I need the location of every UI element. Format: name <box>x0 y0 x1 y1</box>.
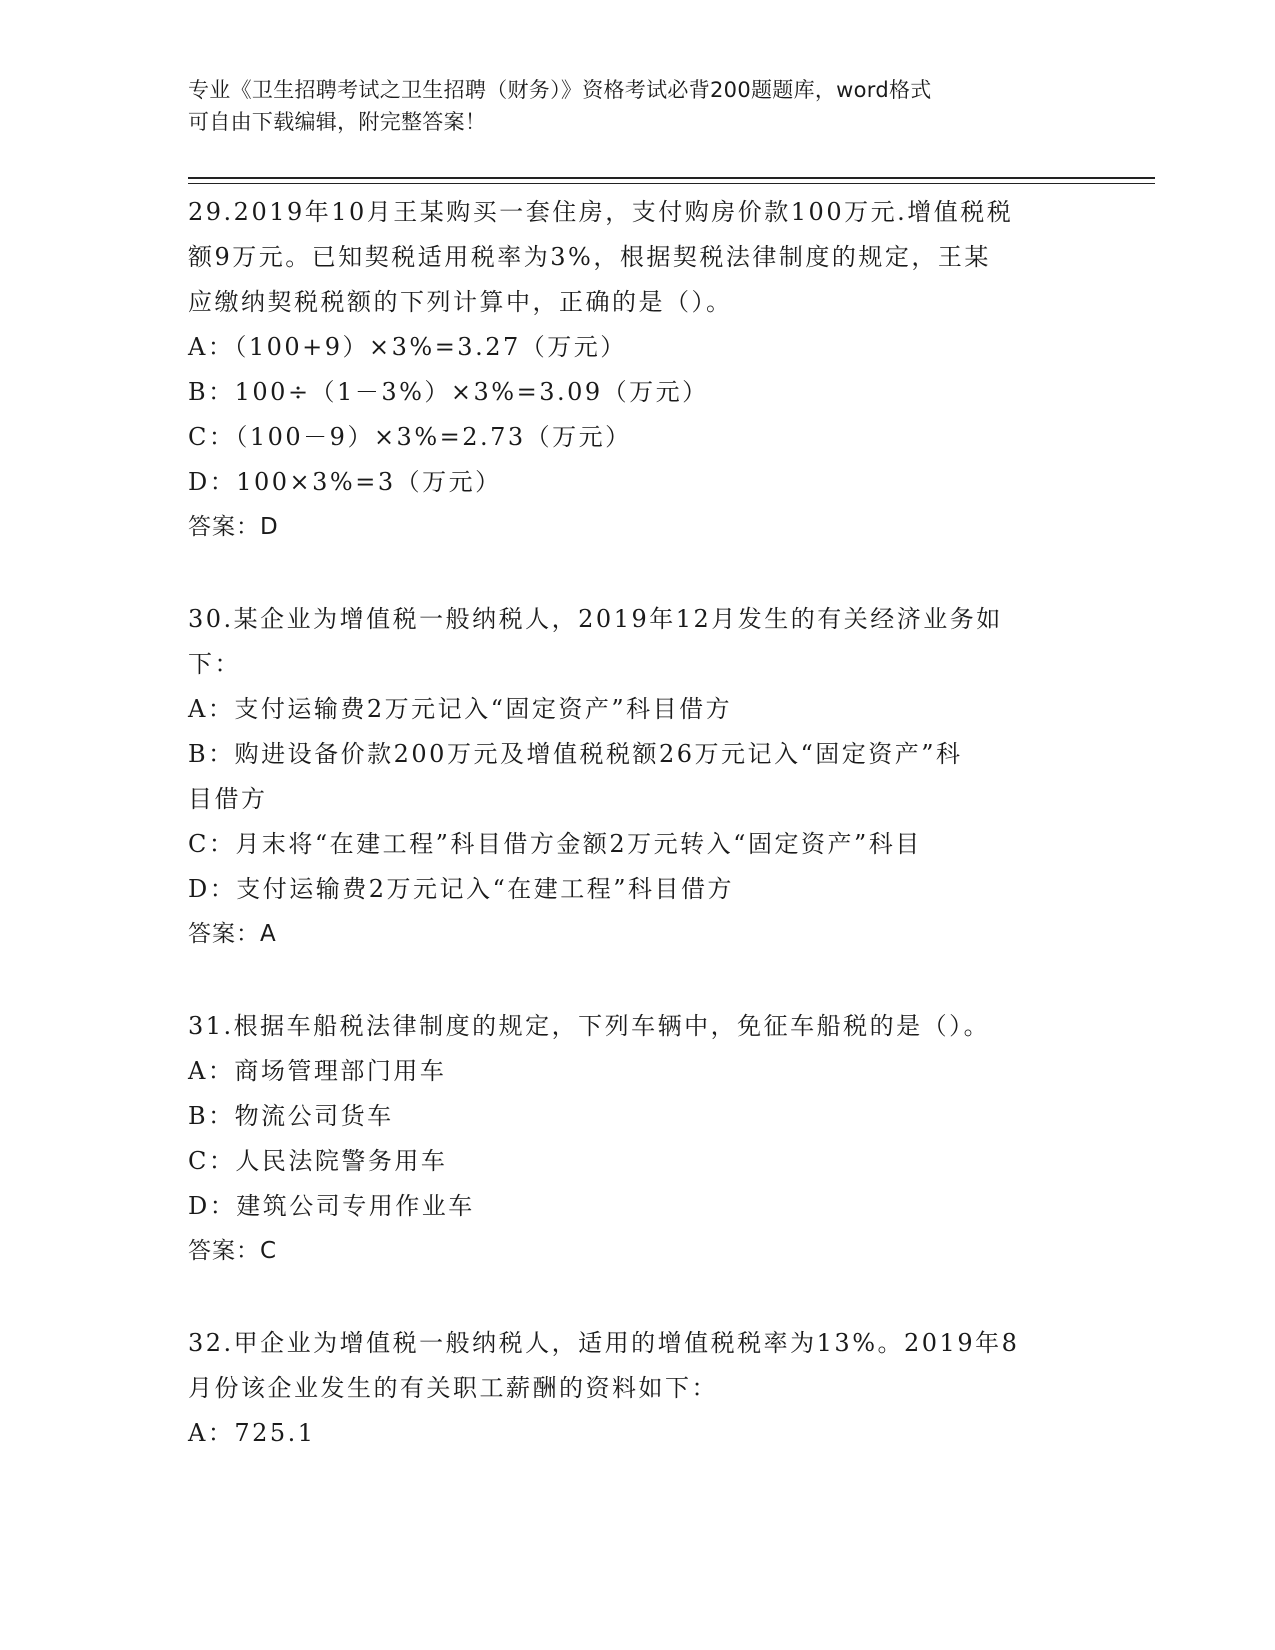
question-text: 30.某企业为增值税一般纳税人，2019年12月发生的有关经济业务如 <box>188 605 1003 633</box>
spacer <box>188 550 1108 597</box>
question-list <box>188 190 1108 1456</box>
document-header <box>188 74 1068 138</box>
option-a: A：商场管理部门用车 <box>188 1057 447 1085</box>
answer: 答案：D <box>188 514 279 540</box>
option-d: D：100×3%=3（万元） <box>188 468 502 496</box>
spacer <box>188 957 1108 1004</box>
question-30 <box>188 597 1108 957</box>
answer: 答案：A <box>188 921 277 947</box>
question-text: 月份该企业发生的有关职工薪酬的资料如下： <box>188 1374 718 1402</box>
option-b: B：100÷（1－3%）×3%=3.09（万元） <box>188 378 709 406</box>
spacer <box>188 1274 1108 1321</box>
option-b-continued: 目借方 <box>188 785 268 813</box>
option-d: D：建筑公司专用作业车 <box>188 1192 475 1220</box>
option-a: A：（100+9）×3%=3.27（万元） <box>188 333 627 361</box>
question-32 <box>188 1321 1108 1456</box>
question-text: 29.2019年10月王某购买一套住房，支付购房价款100万元.增值税税 <box>188 198 1014 226</box>
question-text: 31.根据车船税法律制度的规定，下列车辆中，免征车船税的是（）。 <box>188 1012 991 1040</box>
header-divider-thick <box>188 177 1155 179</box>
option-c: C：人民法院警务用车 <box>188 1147 448 1175</box>
header-line: 可自由下载编辑，附完整答案！ <box>188 110 487 134</box>
header-divider-thin <box>188 183 1155 184</box>
question-text: 32.甲企业为增值税一般纳税人，适用的增值税税率为13%。2019年8 <box>188 1329 1020 1357</box>
question-29 <box>188 190 1108 550</box>
option-a: A：725.1 <box>188 1419 316 1447</box>
question-31 <box>188 1004 1108 1274</box>
option-a: A：支付运输费2万元记入“固定资产”科目借方 <box>188 695 733 723</box>
question-text: 应缴纳契税税额的下列计算中，正确的是（）。 <box>188 288 733 316</box>
question-text: 下： <box>188 650 241 678</box>
option-b: B：购进设备价款200万元及增值税税额26万元记入“固定资产”科 <box>188 740 963 768</box>
option-b: B：物流公司货车 <box>188 1102 394 1130</box>
option-c: C：（100－9）×3%=2.73（万元） <box>188 423 632 451</box>
header-line: 专业《卫生招聘考试之卫生招聘（财务）》资格考试必背200题题库，word格式 <box>188 78 932 102</box>
question-text: 额9万元。已知契税适用税率为3%，根据契税法律制度的规定，王某 <box>188 243 991 271</box>
option-c: C：月末将“在建工程”科目借方金额2万元转入“固定资产”科目 <box>188 830 922 858</box>
option-d: D：支付运输费2万元记入“在建工程”科目借方 <box>188 875 735 903</box>
answer: 答案：C <box>188 1238 278 1264</box>
